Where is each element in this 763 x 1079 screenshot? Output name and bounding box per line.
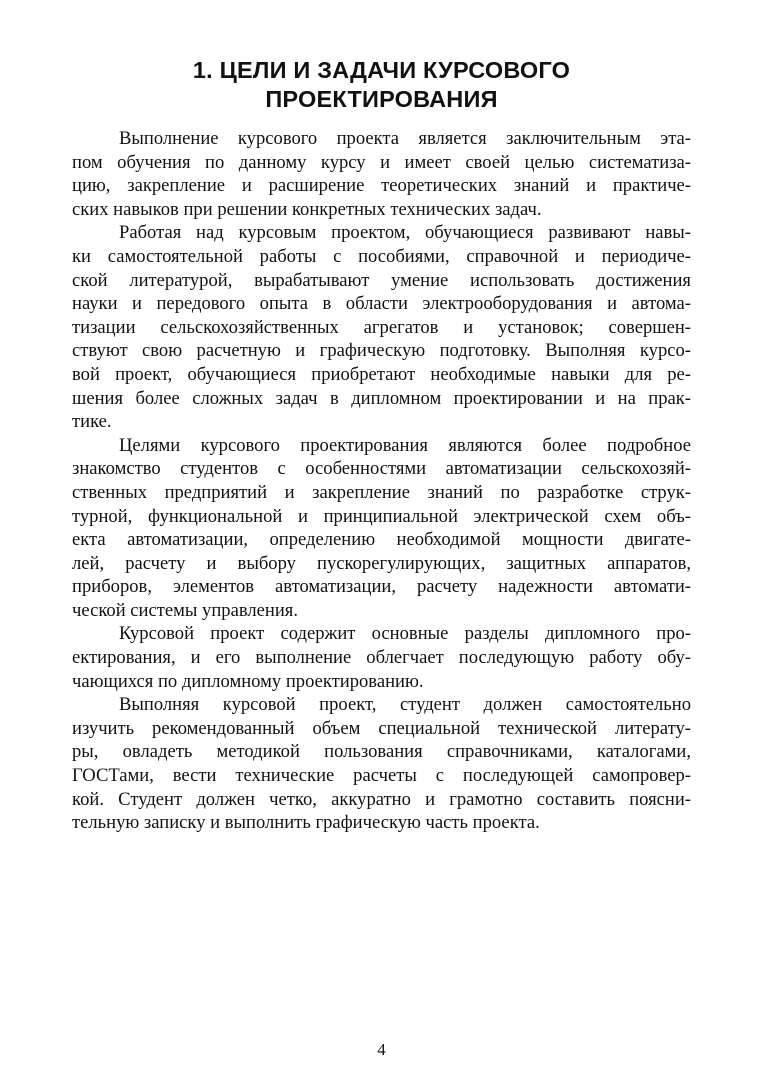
text-line: ки самостоятельной работы с пособиями, справочной и периодиче-: [72, 245, 691, 267]
text-line: изучить рекомендованный объем специальной технической литерату-: [72, 717, 691, 739]
text-line: тельную записку и выполнить графическую часть проекта.: [72, 812, 540, 834]
paragraph-5: [72, 693, 691, 835]
text-line: ствуют свою расчетную и графическую подготовку. Выполняя курсо-: [72, 340, 691, 362]
paragraph-4: [72, 622, 691, 693]
body-text: [72, 127, 691, 835]
text-line: Работая над курсовым проектом, обучающиеся развивают навы-: [119, 222, 691, 244]
text-line: кой. Студент должен четко, аккуратно и грамотно составить поясни-: [72, 788, 691, 810]
text-line: вой проект, обучающиеся приобретают необходимые навыки для ре-: [72, 363, 691, 385]
text-line: пом обучения по данному курсу и имеет своей целью систематиза-: [72, 151, 691, 173]
text-line: шения более сложных задач в дипломном проектировании и на прак-: [72, 387, 691, 409]
text-line: приборов, элементов автоматизации, расчету надежности автомати-: [72, 576, 691, 598]
text-line: цию, закрепление и расширение теоретических знаний и практиче-: [72, 175, 691, 197]
text-line: Целями курсового проектирования являются более подробное: [119, 434, 691, 456]
text-line: турной, функциональной и принципиальной электрической схем объ-: [72, 505, 691, 527]
text-line: ектирования, и его выполнение облегчает последующую работу обу-: [72, 647, 691, 669]
text-line: ры, овладеть методикой пользования справочниками, каталогами,: [72, 741, 691, 763]
text-line: лей, расчету и выбору пускорегулирующих, защитных аппаратов,: [72, 552, 691, 574]
text-line: ской литературой, вырабатывают умение использовать достижения: [72, 269, 691, 291]
text-line: Выполнение курсового проекта является заключительным эта-: [119, 128, 691, 149]
text-line: Выполняя курсовой проект, студент должен самостоятельно: [119, 694, 691, 716]
text-line: Курсовой проект содержит основные разделы дипломного про-: [119, 623, 691, 645]
text-line: ственных предприятий и закрепление знаний по разработке струк-: [72, 481, 691, 503]
text-line: тике.: [72, 411, 112, 433]
paragraph-1: [72, 127, 691, 221]
page-number: 4: [377, 1040, 386, 1059]
text-line: ских навыков при решении конкретных технических задач.: [72, 198, 542, 220]
chapter-title: [72, 56, 691, 114]
text-line: чающихся по дипломному проектированию.: [72, 670, 424, 692]
chapter-title-line-1: 1. ЦЕЛИ И ЗАДАЧИ КУРСОВОГО: [192, 57, 571, 83]
text-line: екта автоматизации, определению необходимой мощности двигате-: [72, 529, 691, 551]
text-line: тизации сельскохозяйственных агрегатов и установок; совершен-: [72, 316, 691, 338]
chapter-title-line-2: ПРОЕКТИРОВАНИЯ: [265, 86, 498, 112]
paragraph-2: [72, 221, 691, 433]
paragraph-3: [72, 434, 691, 623]
text-line: ГОСТами, вести технические расчеты с последующей самопровер-: [72, 765, 691, 787]
text-line: знакомство студентов с особенностями автоматизации сельскохозяй-: [72, 458, 691, 480]
text-line: науки и передового опыта в области электрооборудования и автома-: [72, 293, 691, 315]
text-line: ческой системы управления.: [72, 599, 299, 621]
